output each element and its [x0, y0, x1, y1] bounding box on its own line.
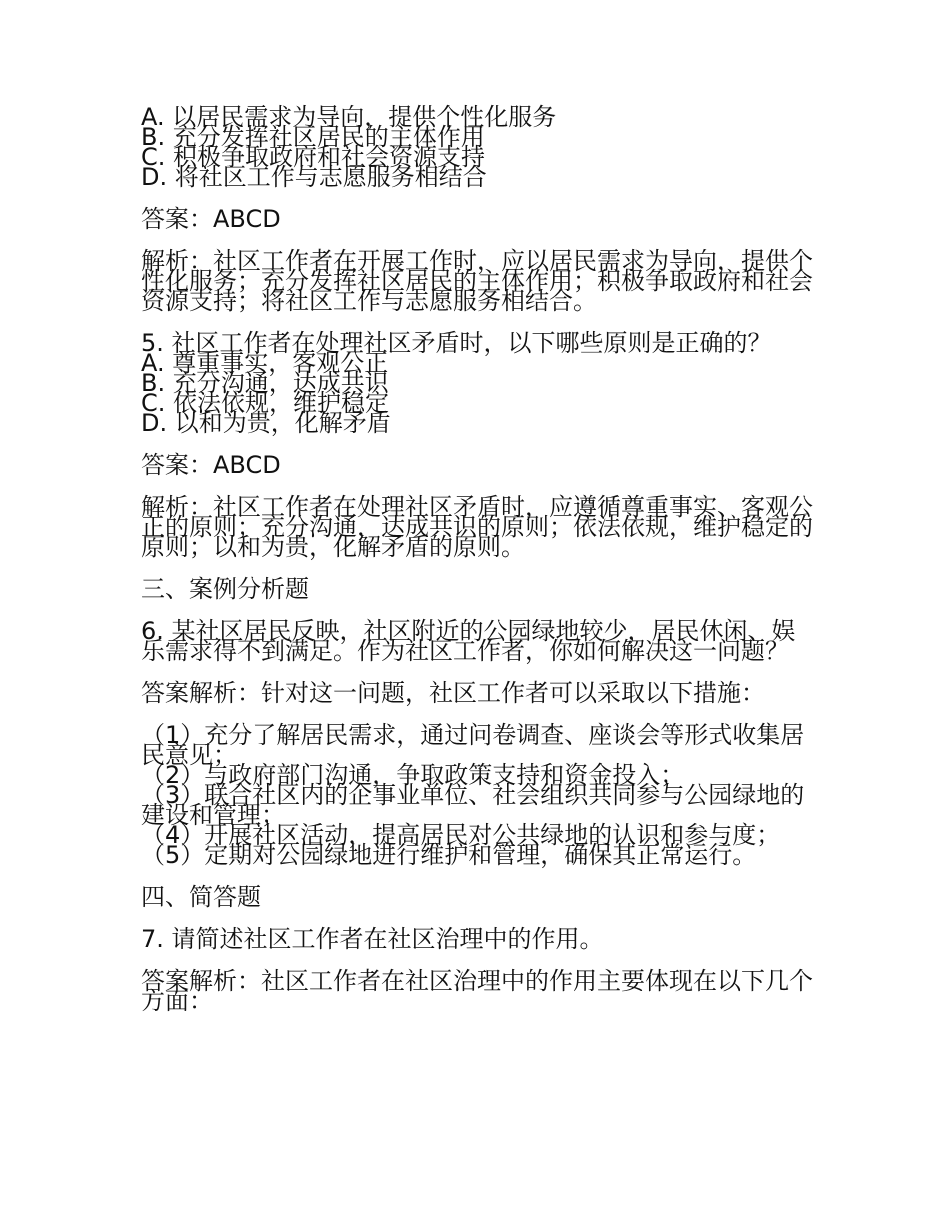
document-page: [141, 103, 816, 1033]
q5-option-a: A. 尊重事实，客观公正: [141, 349, 389, 377]
q6-step-1: （1）充分了解居民需求，通过问卷调查、座谈会等形式收集居民意见；: [141, 721, 805, 769]
q4-option-b: B. 充分发挥社区居民的主体作用: [141, 123, 485, 151]
q6-step-4: （4）开展社区活动，提高居民对公共绿地的认识和参与度；: [141, 821, 781, 849]
q4-answer: 答案：ABCD: [141, 205, 281, 233]
q5-analysis: 解析：社区工作者在处理社区矛盾时，应遵循尊重事实、客观公正的原则；充分沟通，达成共识的原则；依法依规，维护稳定的原则；以和为贵，化解矛盾的原则。: [141, 493, 813, 561]
q4-options: [141, 103, 816, 191]
q4-analysis: 解析：社区工作者在开展工作时，应以居民需求为导向，提供个性化服务；充分发挥社区居民的主体作用；积极争取政府和社会资源支持；将社区工作与志愿服务相结合。: [141, 247, 813, 315]
q6-step-5: （5）定期对公园绿地进行维护和管理，确保其正常运行。: [141, 841, 757, 869]
q6-step-3: （3）联合社区内的企事业单位、社会组织共同参与公园绿地的建设和管理；: [141, 781, 805, 829]
q6-answer-intro: 答案解析：针对这一问题，社区工作者可以采取以下措施：: [141, 679, 765, 707]
q4-option-d: D. 将社区工作与志愿服务相结合: [141, 163, 487, 191]
section-3-heading: 三、案例分析题: [141, 575, 309, 603]
q6-question: 6. 某社区居民反映，社区附近的公园绿地较少，居民休闲、娱乐需求得不到满足。作为社区工作者，你如何解决这一问题？: [141, 617, 796, 665]
q7-answer-intro: 答案解析：社区工作者在社区治理中的作用主要体现在以下几个方面：: [141, 967, 813, 1015]
q5-option-b: B. 充分沟通，达成共识: [141, 369, 389, 397]
q4-option-c: C. 积极争取政府和社会资源支持: [141, 143, 486, 171]
q5-answer: 答案：ABCD: [141, 451, 281, 479]
section-4-heading: 四、简答题: [141, 883, 261, 911]
q6-step-2: （2）与政府部门沟通，争取政策支持和资金投入；: [141, 761, 685, 789]
q5-option-d: D. 以和为贵，化解矛盾: [141, 409, 391, 437]
q5-question: 5. 社区工作者在处理社区矛盾时，以下哪些原则是正确的？: [141, 329, 772, 357]
q4-option-a: A. 以居民需求为导向，提供个性化服务: [141, 103, 557, 131]
q6-steps: [141, 721, 816, 869]
q7-question: 7. 请简述社区工作者在社区治理中的作用。: [141, 925, 604, 953]
q5-block: [141, 329, 816, 437]
q5-option-c: C. 依法依规，维护稳定: [141, 389, 390, 417]
